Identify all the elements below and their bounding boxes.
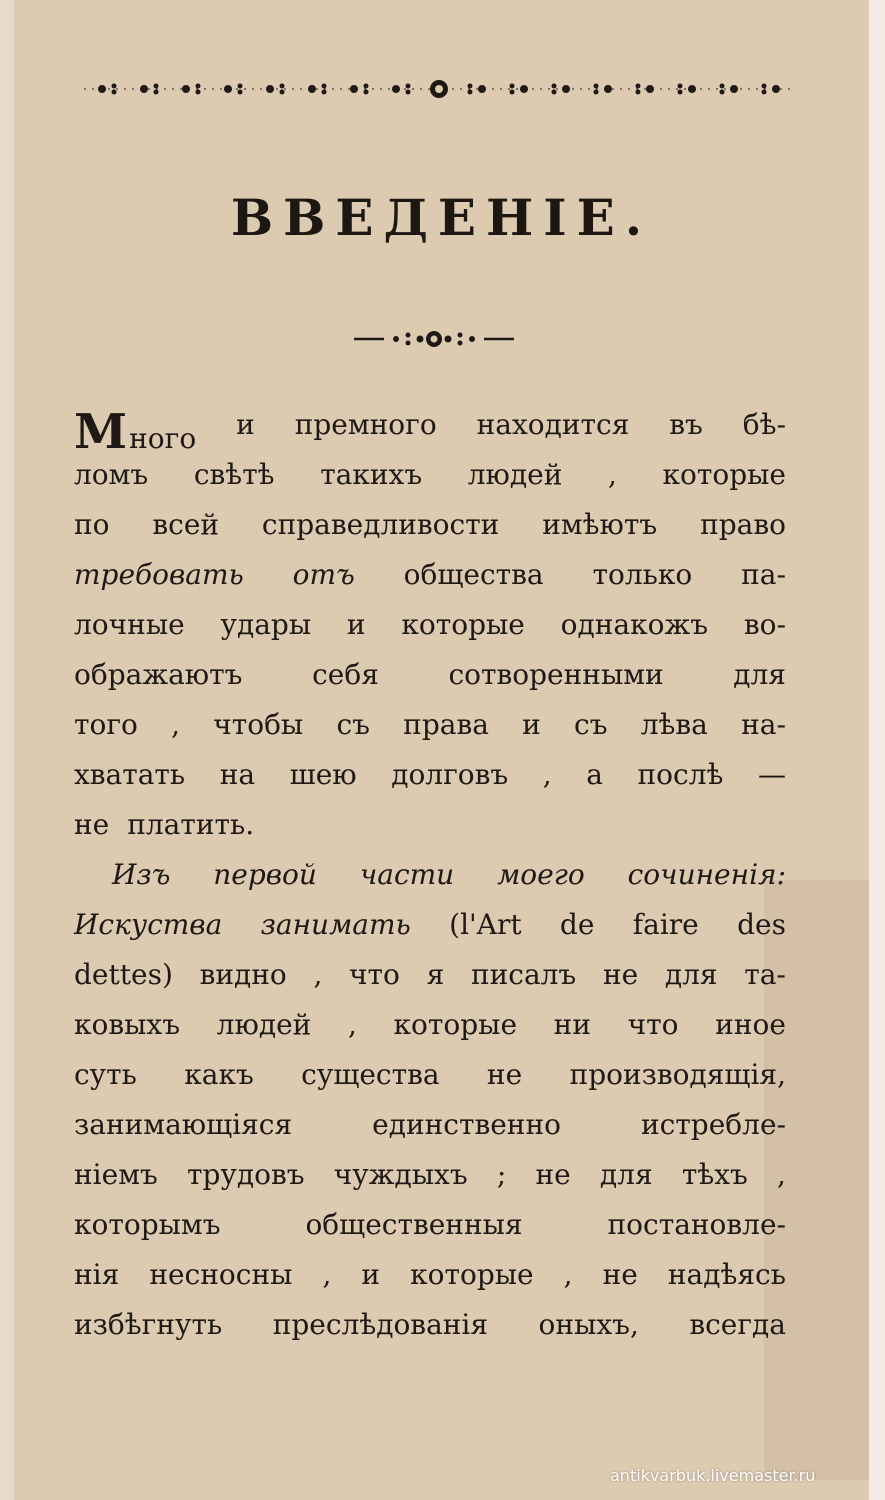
word: ни: [553, 1008, 591, 1041]
word: не: [602, 1258, 638, 1291]
word: Искуства: [74, 908, 223, 941]
word: и: [346, 608, 366, 641]
page-edge: [869, 0, 885, 1500]
word: лочные: [74, 608, 185, 641]
word: для: [733, 658, 786, 691]
word: ображаютъ: [74, 658, 243, 691]
word: а: [586, 758, 603, 791]
word: —: [757, 758, 786, 791]
word: такихъ: [320, 458, 423, 491]
word: свѣтѣ: [193, 458, 275, 491]
word: ніемъ: [74, 1158, 158, 1191]
word: занимающіяся: [74, 1108, 293, 1141]
word: производящія,: [569, 1058, 786, 1091]
book-page: [14, 0, 869, 1500]
word: права: [403, 708, 489, 741]
word: платить.: [127, 808, 255, 841]
text-line: [74, 1158, 786, 1191]
word: ,: [322, 1258, 332, 1291]
word: въ: [669, 408, 703, 441]
text-line: [74, 404, 786, 460]
word: справедливости: [261, 508, 500, 541]
word: на: [219, 758, 256, 791]
word: для: [599, 1158, 653, 1191]
word: шею: [289, 758, 357, 791]
word: части: [359, 858, 455, 891]
word: faire: [632, 908, 699, 941]
word: па-: [741, 558, 786, 591]
word: та-: [744, 958, 786, 991]
word: постановле-: [607, 1208, 786, 1241]
word: оныхъ,: [538, 1308, 639, 1341]
word: я: [426, 958, 445, 991]
word: для: [664, 958, 718, 991]
word: премного: [294, 408, 437, 441]
word: dettes): [74, 958, 173, 991]
word: de: [559, 908, 595, 941]
word: долговъ: [391, 758, 509, 791]
text-line: [74, 558, 786, 591]
word: которымъ: [74, 1208, 221, 1241]
text-line: [74, 708, 786, 741]
word: тѣхъ: [681, 1158, 748, 1191]
word: того: [74, 708, 138, 741]
word: существа: [301, 1058, 440, 1091]
word: первой: [213, 858, 317, 891]
word: не: [74, 808, 110, 841]
word: и: [522, 708, 541, 741]
word: общества: [403, 558, 544, 591]
word: ,: [608, 458, 617, 491]
word: только: [592, 558, 693, 591]
word: имѣютъ: [542, 508, 658, 541]
text-line: [74, 658, 786, 691]
word: нія: [74, 1258, 120, 1291]
text-line: [74, 758, 786, 791]
text-line: [74, 608, 786, 641]
word: однакожъ: [560, 608, 709, 641]
word: послѣ: [637, 758, 724, 791]
word: ковыхъ: [74, 1008, 181, 1041]
word: и: [236, 408, 255, 441]
word: на-: [741, 708, 786, 741]
word: которые: [410, 1258, 534, 1291]
text-line: [74, 1108, 786, 1141]
ornament-divider: [354, 326, 514, 352]
drop-cap: М: [74, 404, 128, 460]
word: ;: [496, 1158, 507, 1191]
word: требовать: [74, 558, 244, 591]
text-line: [74, 1258, 786, 1291]
ornament-top: [84, 76, 794, 102]
word: преслѣдованія: [272, 1308, 489, 1341]
word: бѣ-: [742, 408, 786, 441]
word: хватать: [74, 758, 186, 791]
word: ,: [542, 758, 552, 791]
word: отъ: [292, 558, 355, 591]
word: суть: [74, 1058, 137, 1091]
word: чуждыхъ: [333, 1158, 468, 1191]
word: удары: [220, 608, 312, 641]
word: сочиненія:: [627, 858, 786, 891]
word: надѣясь: [667, 1258, 786, 1291]
word: ,: [313, 958, 323, 991]
word: во-: [743, 608, 786, 641]
word: ,: [563, 1258, 573, 1291]
text-line: [74, 808, 786, 841]
word: всегда: [689, 1308, 786, 1341]
word: которые: [393, 1008, 518, 1041]
chapter-title: ВВЕДЕНІЕ.: [230, 188, 653, 247]
word: несносны: [149, 1258, 293, 1291]
word: не: [602, 958, 639, 991]
word: по: [74, 508, 110, 541]
text-line: [74, 908, 786, 941]
word: ного: [129, 422, 197, 455]
text-line: [74, 1208, 786, 1241]
word: занимать: [260, 908, 411, 941]
word: всей: [152, 508, 220, 541]
word: ,: [171, 708, 180, 741]
watermark: antikvarbuk.livemaster.ru: [610, 1466, 816, 1485]
word: людей: [216, 1008, 312, 1041]
text-line: [74, 1008, 786, 1041]
word: лѣва: [640, 708, 708, 741]
word: что: [349, 958, 400, 991]
text-line: [74, 1058, 786, 1091]
word: писалъ: [470, 958, 577, 991]
text-line: [74, 1308, 786, 1341]
text-line: [74, 458, 786, 491]
word: людей: [467, 458, 563, 491]
word: что: [627, 1008, 679, 1041]
word: которые: [401, 608, 525, 641]
text-line: [74, 958, 786, 991]
word: (l'Art: [449, 908, 522, 941]
word: единственно: [372, 1108, 561, 1141]
text-line: [74, 508, 786, 541]
word: истребле-: [640, 1108, 786, 1141]
word: видно: [199, 958, 287, 991]
word: съ: [336, 708, 370, 741]
word: не: [486, 1058, 523, 1091]
word: которые: [662, 458, 786, 491]
word: моего: [497, 858, 585, 891]
text-line: [74, 858, 786, 891]
word: право: [700, 508, 786, 541]
word: съ: [574, 708, 608, 741]
word: не: [535, 1158, 571, 1191]
word: иное: [715, 1008, 786, 1041]
word: находится: [476, 408, 630, 441]
word: Изъ: [112, 858, 171, 891]
word: ломъ: [74, 458, 149, 491]
word: трудовъ: [186, 1158, 305, 1191]
word: des: [737, 908, 786, 941]
word: чтобы: [213, 708, 304, 741]
word: сотворенными: [448, 658, 664, 691]
word: общественныя: [305, 1208, 523, 1241]
word: ,: [777, 1158, 786, 1191]
word: и: [361, 1258, 381, 1291]
word: какъ: [184, 1058, 254, 1091]
word: избѣгнуть: [74, 1308, 223, 1341]
word: ,: [347, 1008, 357, 1041]
word: себя: [312, 658, 379, 691]
